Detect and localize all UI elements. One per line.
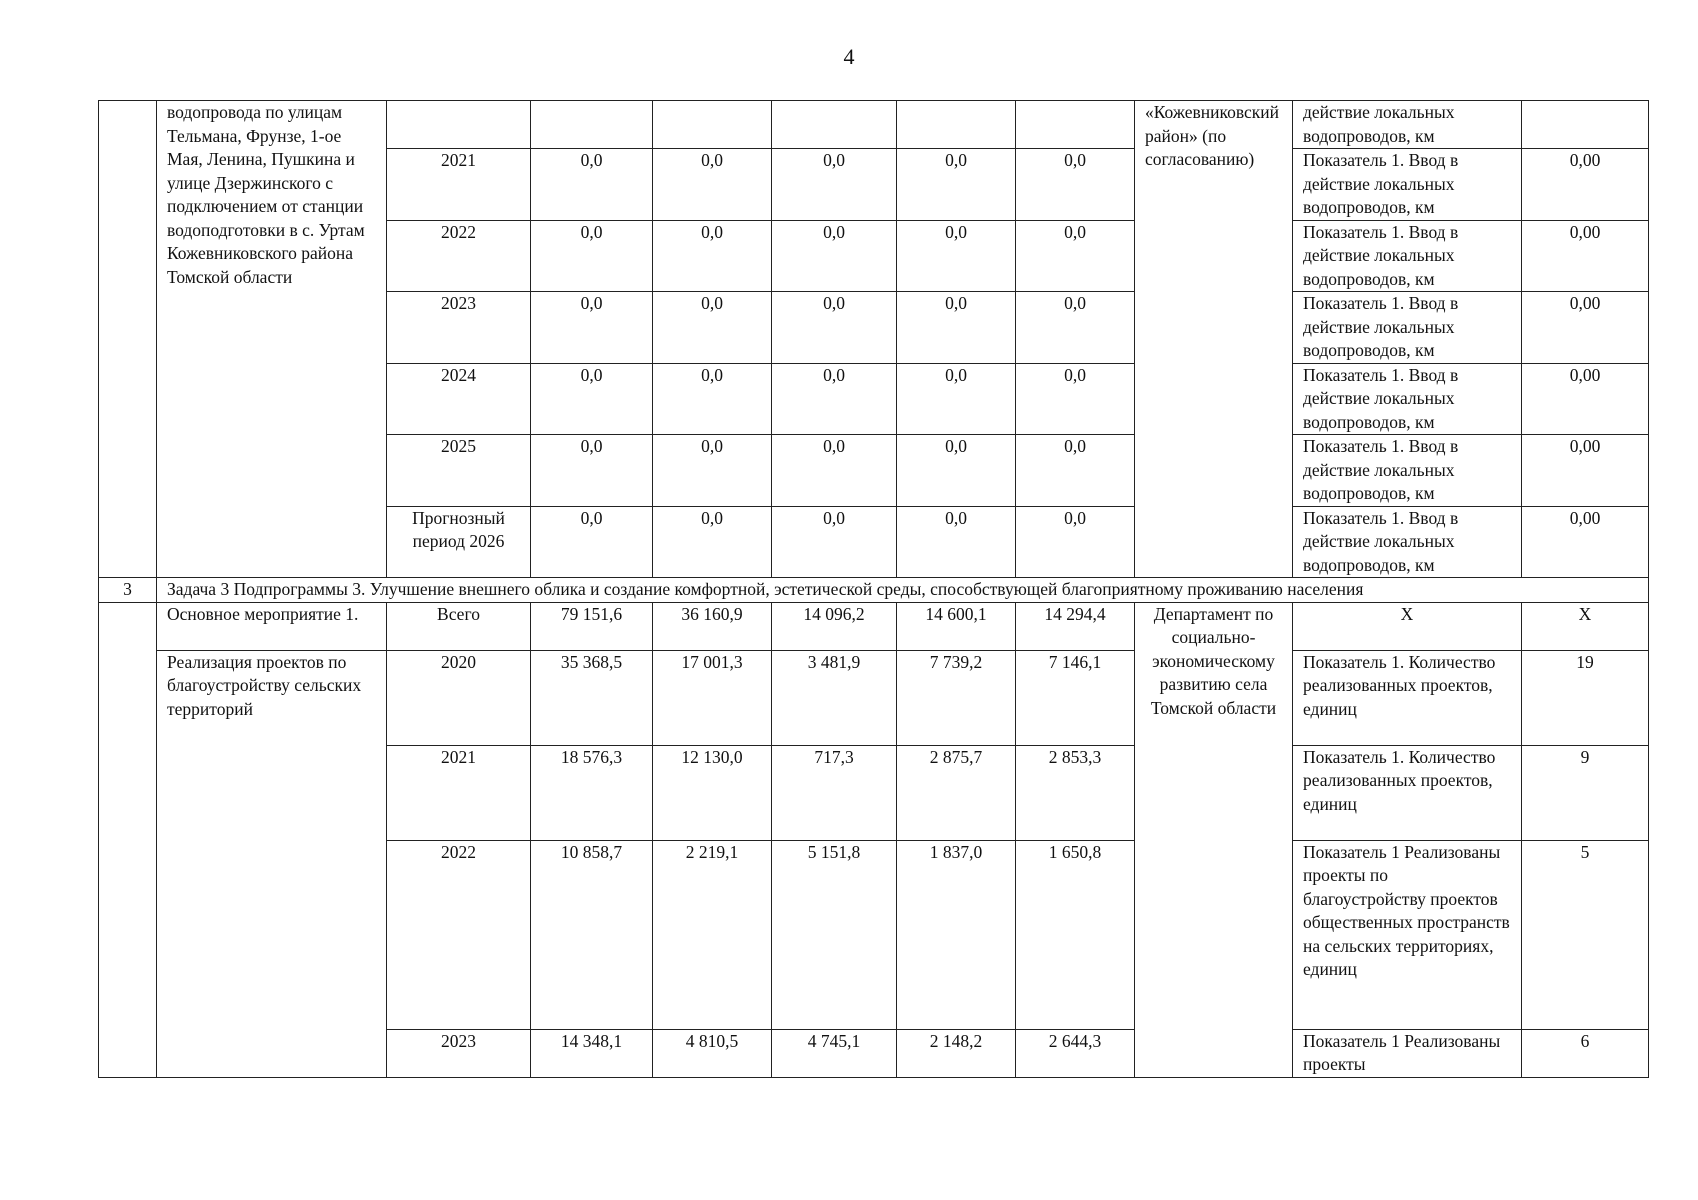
indicator-cell: Показатель 1. Ввод в действие локальных водопроводов, км	[1293, 220, 1522, 292]
row-number-cell	[99, 101, 157, 578]
value-cell: 3 481,9	[772, 650, 897, 745]
value-cell: 0,0	[653, 435, 772, 507]
value-cell: 0,0	[531, 149, 653, 221]
value-cell	[1016, 101, 1135, 149]
value-cell: 0,0	[1016, 363, 1135, 435]
indicator-value-cell: 0,00	[1522, 220, 1649, 292]
indicator-cell: действие локальных водопроводов, км	[1293, 101, 1522, 149]
task-title-cell: Задача 3 Подпрограммы 3. Улучшение внешнего облика и создание комфортной, эстетической среды, способствующей благоприятному проживанию населения	[157, 578, 1649, 603]
table-row	[99, 101, 1649, 149]
value-cell: 0,0	[653, 506, 772, 578]
period-cell: 2025	[387, 435, 531, 507]
indicator-value-cell: 9	[1522, 745, 1649, 840]
period-cell: Всего	[387, 602, 531, 650]
value-cell: 0,0	[1016, 435, 1135, 507]
value-cell: 4 810,5	[653, 1029, 772, 1077]
value-cell: 7 146,1	[1016, 650, 1135, 745]
value-cell: 5 151,8	[772, 840, 897, 1029]
value-cell: 0,0	[653, 220, 772, 292]
value-cell: 0,0	[897, 506, 1016, 578]
value-cell	[772, 101, 897, 149]
value-cell: 0,0	[531, 435, 653, 507]
value-cell: 0,0	[1016, 506, 1135, 578]
indicator-value-cell: 0,00	[1522, 363, 1649, 435]
value-cell: 2 853,3	[1016, 745, 1135, 840]
executor-cell: Департамент по социально-экономическому развитию села Томской области	[1135, 602, 1293, 1077]
period-cell: 2021	[387, 149, 531, 221]
value-cell: 0,0	[772, 292, 897, 364]
value-cell: 14 096,2	[772, 602, 897, 650]
value-cell: 0,0	[772, 220, 897, 292]
value-cell: 0,0	[897, 149, 1016, 221]
value-cell: 0,0	[1016, 220, 1135, 292]
value-cell: 2 148,2	[897, 1029, 1016, 1077]
executor-cell: «Кожевниковский район» (по согласованию)	[1135, 101, 1293, 578]
value-cell	[897, 101, 1016, 149]
value-cell: 0,0	[897, 292, 1016, 364]
value-cell: 0,0	[897, 220, 1016, 292]
value-cell: 0,0	[772, 363, 897, 435]
indicator-value-cell: 0,00	[1522, 292, 1649, 364]
period-cell: 2021	[387, 745, 531, 840]
indicator-value-cell: 6	[1522, 1029, 1649, 1077]
value-cell: 0,0	[653, 363, 772, 435]
indicator-cell: Показатель 1. Количество реализованных проектов, единиц	[1293, 745, 1522, 840]
indicator-value-cell: Х	[1522, 602, 1649, 650]
value-cell: 0,0	[772, 506, 897, 578]
value-cell: 18 576,3	[531, 745, 653, 840]
indicator-cell: Показатель 1 Реализованы проекты	[1293, 1029, 1522, 1077]
value-cell: 2 219,1	[653, 840, 772, 1029]
period-cell: 2020	[387, 650, 531, 745]
period-cell: 2024	[387, 363, 531, 435]
value-cell: 0,0	[531, 220, 653, 292]
period-cell: 2022	[387, 840, 531, 1029]
value-cell: 14 600,1	[897, 602, 1016, 650]
period-cell: 2022	[387, 220, 531, 292]
value-cell: 0,0	[772, 435, 897, 507]
indicator-value-cell: 0,00	[1522, 506, 1649, 578]
indicator-cell: Показатель 1. Ввод в действие локальных водопроводов, км	[1293, 149, 1522, 221]
value-cell: 0,0	[531, 292, 653, 364]
period-cell: 2023	[387, 1029, 531, 1077]
indicator-value-cell: 19	[1522, 650, 1649, 745]
indicator-value-cell	[1522, 101, 1649, 149]
table-row	[99, 650, 1649, 745]
value-cell: 12 130,0	[653, 745, 772, 840]
value-cell	[531, 101, 653, 149]
measure-title-cell: Основное мероприятие 1.	[157, 602, 387, 650]
value-cell: 717,3	[772, 745, 897, 840]
value-cell: 4 745,1	[772, 1029, 897, 1077]
measure-name-cell: водопровода по улицам Тельмана, Фрунзе, 1-ое Мая, Ленина, Пушкина и улице Дзержинского с подключением от станции водоподготовки в с. Уртам Кожевниковского района Томской области	[157, 101, 387, 578]
table-row	[99, 602, 1649, 650]
value-cell: 36 160,9	[653, 602, 772, 650]
value-cell: 0,0	[897, 363, 1016, 435]
value-cell: 2 875,7	[897, 745, 1016, 840]
value-cell: 0,0	[653, 149, 772, 221]
indicator-cell: Показатель 1. Ввод в действие локальных водопроводов, км	[1293, 292, 1522, 364]
value-cell: 0,0	[897, 435, 1016, 507]
value-cell: 0,0	[531, 506, 653, 578]
indicator-cell: Показатель 1 Реализованы проекты по благоустройству проектов общественных пространств на сельских территориях, единиц	[1293, 840, 1522, 1029]
value-cell: 0,0	[531, 363, 653, 435]
value-cell: 10 858,7	[531, 840, 653, 1029]
indicator-value-cell: 5	[1522, 840, 1649, 1029]
indicator-value-cell: 0,00	[1522, 435, 1649, 507]
indicator-cell: Х	[1293, 602, 1522, 650]
value-cell	[653, 101, 772, 149]
value-cell: 1 837,0	[897, 840, 1016, 1029]
program-table	[98, 100, 1649, 1078]
indicator-cell: Показатель 1. Ввод в действие локальных водопроводов, км	[1293, 435, 1522, 507]
value-cell: 1 650,8	[1016, 840, 1135, 1029]
value-cell: 14 348,1	[531, 1029, 653, 1077]
value-cell: 35 368,5	[531, 650, 653, 745]
period-cell: Прогнозный период 2026	[387, 506, 531, 578]
value-cell: 7 739,2	[897, 650, 1016, 745]
indicator-cell: Показатель 1. Ввод в действие локальных водопроводов, км	[1293, 506, 1522, 578]
value-cell: 0,0	[653, 292, 772, 364]
task-row	[99, 578, 1649, 603]
period-cell	[387, 101, 531, 149]
page-number: 4	[843, 44, 855, 69]
value-cell: 0,0	[1016, 292, 1135, 364]
value-cell: 17 001,3	[653, 650, 772, 745]
period-cell: 2023	[387, 292, 531, 364]
value-cell: 0,0	[1016, 149, 1135, 221]
indicator-value-cell: 0,00	[1522, 149, 1649, 221]
value-cell: 2 644,3	[1016, 1029, 1135, 1077]
indicator-cell: Показатель 1. Ввод в действие локальных водопроводов, км	[1293, 363, 1522, 435]
measure-name-cell: Реализация проектов по благоустройству сельских территорий	[157, 650, 387, 1077]
indicator-cell: Показатель 1. Количество реализованных проектов, единиц	[1293, 650, 1522, 745]
row-number-cell	[99, 602, 157, 1077]
value-cell: 14 294,4	[1016, 602, 1135, 650]
task-number-cell: 3	[99, 578, 157, 603]
value-cell: 79 151,6	[531, 602, 653, 650]
value-cell: 0,0	[772, 149, 897, 221]
